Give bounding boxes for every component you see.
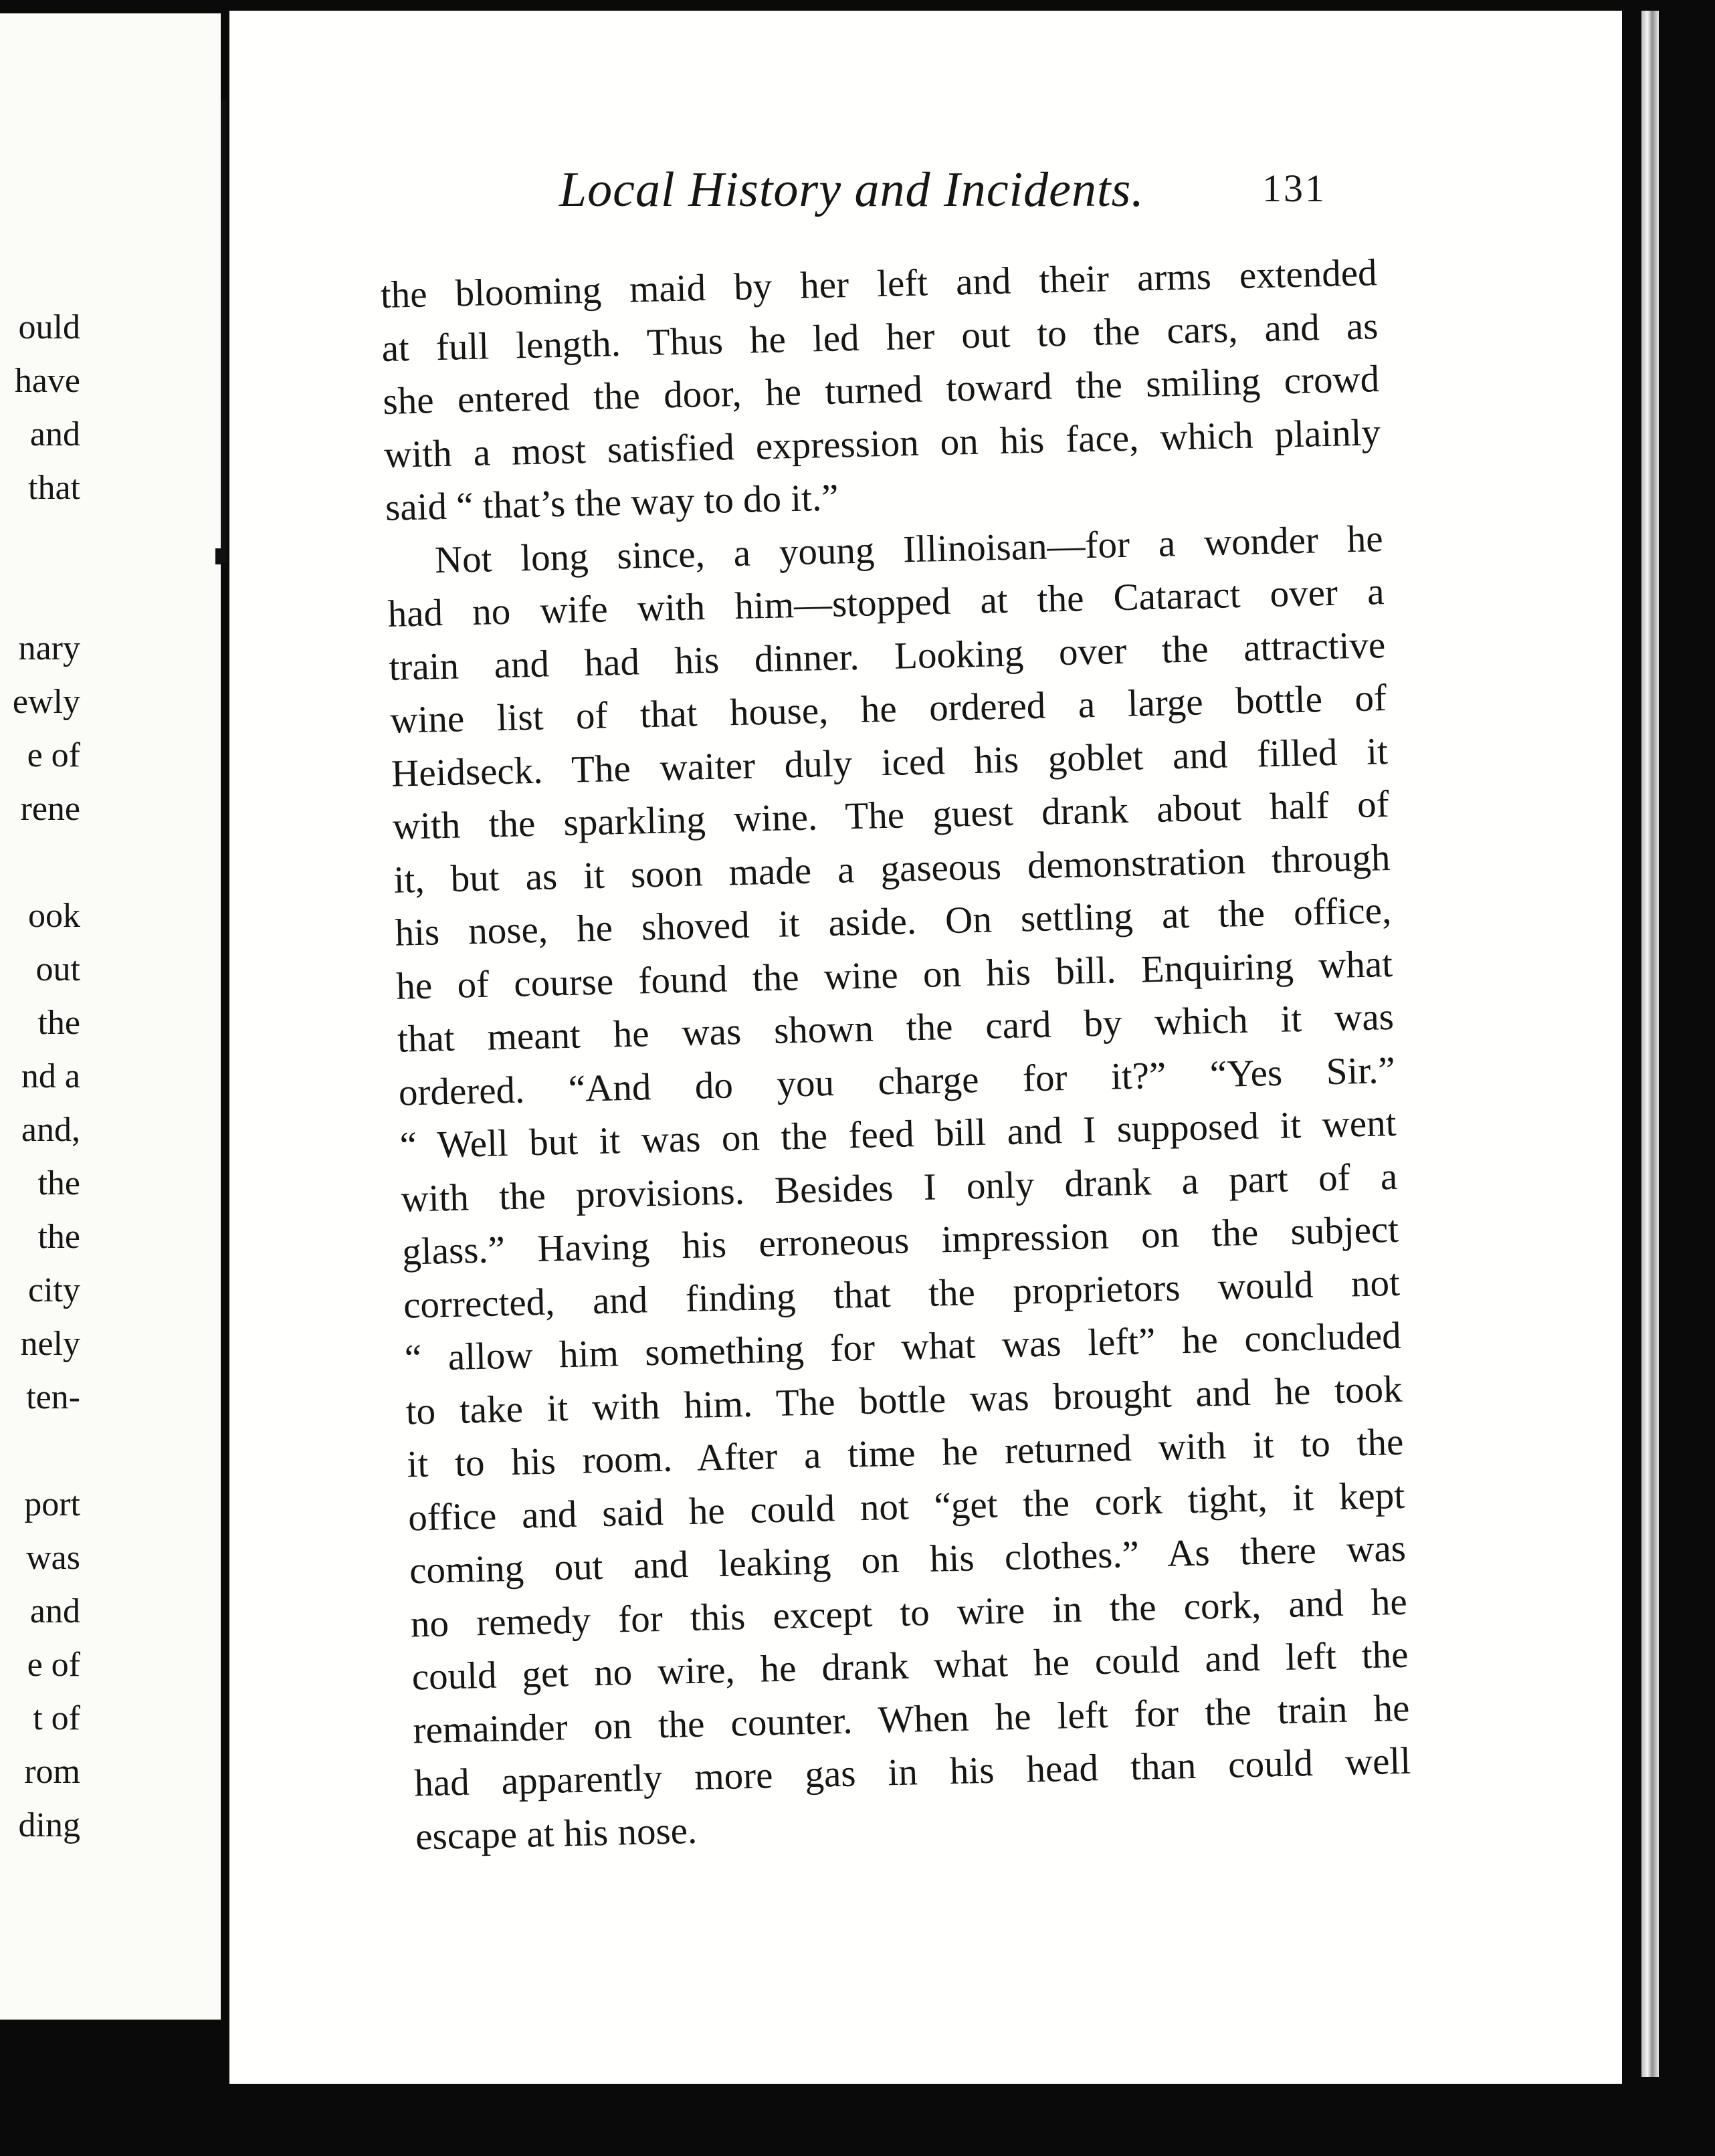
text-line: “ allow him something for what was left” he concluded: [404, 1314, 1402, 1380]
left-fragment-line: [0, 515, 80, 568]
text-line: it to his room. After a time he returned with it to the: [406, 1420, 1404, 1486]
left-fragment-line: nary: [18, 629, 80, 667]
page-number: 131: [1262, 167, 1326, 210]
text-line: said “ that’s the way to do it.”: [385, 476, 839, 529]
text-line: ordered. “And do you charge for it?” “Yes Sir.”: [398, 1049, 1396, 1114]
left-fragment-line: ten-: [26, 1378, 80, 1416]
text-line: had no wife with him—stopped at the Cataract over a: [387, 570, 1385, 635]
left-fragment-line: and: [29, 415, 80, 453]
left-fragment-line: ould: [18, 308, 80, 346]
text-line: with the provisions. Besides I only drank a part of a: [400, 1155, 1398, 1220]
left-fragment-line: city: [28, 1271, 80, 1309]
text-line: at full length. Thus he led her out to the cars, and as: [381, 304, 1379, 370]
text-line: remainder on the counter. When he left for the train he: [412, 1687, 1410, 1751]
text-line: the blooming maid by her left and their arms extended: [380, 251, 1378, 316]
text-line: he of course found the wine on his bill. Enquiring what: [395, 942, 1393, 1008]
left-fragment-line: ding: [18, 1806, 80, 1844]
left-fragment-line: [0, 568, 80, 622]
left-fragment-line: ook: [28, 897, 80, 935]
text-line: had apparently more gas in his head than could well: [413, 1739, 1411, 1805]
page-edge-shadow: [1641, 11, 1659, 2077]
text-line: with the sparkling wine. The guest drank about half of: [392, 782, 1390, 848]
text-line: she entered the door, he turned toward the smiling crowd: [382, 358, 1380, 423]
left-fragment-line: and: [29, 1592, 80, 1630]
left-page: [0, 13, 221, 2020]
left-fragment-line: out: [35, 950, 80, 988]
text-line: office and said he could not “get the cork tight, it kept: [407, 1474, 1405, 1539]
left-fragment-line: and,: [21, 1111, 80, 1149]
text-line: escape at his nose.: [415, 1809, 698, 1858]
left-fragment-line: that: [28, 469, 80, 507]
left-fragment-line: ewly: [12, 683, 80, 721]
left-fragment-line: t of: [33, 1699, 80, 1737]
text-line: to take it with him. The bottle was brought and he took: [405, 1368, 1403, 1433]
left-fragment-line: the: [37, 1218, 80, 1256]
left-fragment-line: e of: [27, 1646, 80, 1684]
paragraph-first-line: Not long since, a young Illinoisan—for a wonder he: [434, 517, 1384, 581]
left-page-text-fragments: [0, 301, 80, 1852]
left-fragment-line: the: [37, 1164, 80, 1202]
text-line: corrected, and finding that the proprietors would not: [403, 1261, 1401, 1327]
left-fragment-line: rene: [20, 790, 80, 828]
page-body-text: [380, 246, 1413, 1863]
text-line: it, but as it soon made a gaseous demonstration through: [393, 836, 1391, 901]
text-line: with a most satisfied expression on his face, which plainly: [383, 411, 1381, 476]
left-fragment-line: have: [14, 362, 80, 400]
left-fragment-line: nely: [20, 1325, 80, 1363]
text-line: that meant he was shown the card by which it was: [397, 995, 1395, 1061]
left-fragment-line: [0, 836, 80, 889]
left-fragment-line: e of: [27, 736, 80, 774]
left-fragment-line: was: [26, 1539, 80, 1577]
left-fragment-line: the: [37, 1004, 80, 1042]
text-line: glass.” Having his erroneous impression on the subject: [401, 1208, 1399, 1273]
text-line: coming out and leaking on his clothes.” As there was: [409, 1527, 1407, 1592]
left-fragment-line: [0, 1424, 80, 1478]
text-line: no remedy for this except to wire in the cork, and he: [410, 1580, 1408, 1645]
text-line: Heidseck. The waiter duly iced his goblet and filled it: [391, 730, 1389, 795]
binding-notch-mark: [215, 548, 221, 564]
text-line: train and had his dinner. Looking over the attractive: [388, 623, 1386, 689]
text-line: wine list of that house, he ordered a large bottle of: [389, 677, 1387, 742]
running-head: Local History and Incidents.: [559, 163, 1144, 217]
text-line: his nose, he shoved it aside. On settling at the office,: [394, 889, 1392, 954]
gutter-fold-line-upper: [221, 100, 227, 562]
text-line: “ Well but it was on the feed bill and I supposed it went: [399, 1101, 1397, 1167]
text-line: could get no wire, he drank what he could and left the: [411, 1633, 1409, 1699]
left-fragment-line: nd a: [21, 1057, 80, 1095]
left-fragment-line: rom: [24, 1753, 80, 1791]
left-fragment-line: port: [24, 1485, 80, 1523]
